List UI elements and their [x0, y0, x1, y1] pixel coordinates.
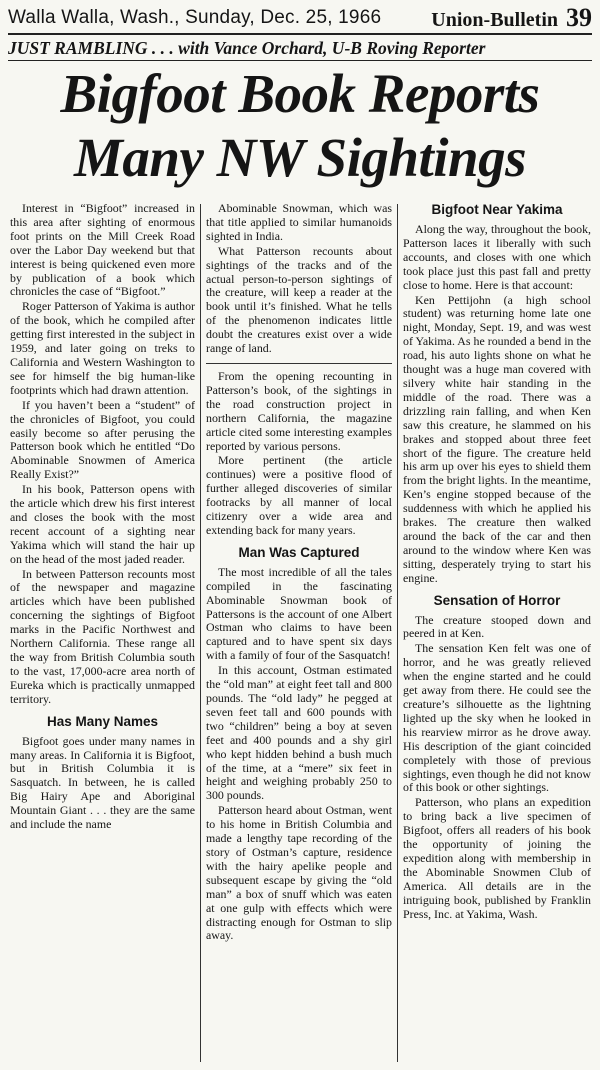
paper-title-group: [431, 3, 592, 33]
paragraph: The sensation Ken felt was one of horror, and he was greatly relieved when the engine started and he could get away from there. He could see the creature’s silhouette as the lightning lighted up the sky when he looked in his rearview mirror as he drove away. His description of the giant coincided completely with those of previous sightings, even though he did not know of this book or other sightings.: [403, 641, 591, 795]
headline-line-2: Many NW Sightings: [73, 127, 527, 188]
subheading: Has Many Names: [46, 713, 159, 729]
paragraph: Bigfoot goes under many names in many areas. In California it is Bigfoot, but in British Columbia it is Sasquatch. In between, he is called Big Hairy Ape and Aboriginal Mountain Giant . . . they are the same and include the name: [10, 733, 195, 832]
article-column-1: [10, 202, 195, 1064]
headline: [8, 62, 592, 190]
paragraph: Patterson, who plans an expedition to bring back a live specimen of Bigfoot, offers all readers of his book the opportunity of joining the expedition along with membership in the Abominable Snowmen Club of America. All details are in the intriguing book, published by Franklin Press, Inc. at Yakima, Wash.: [403, 795, 591, 921]
subheading: Sensation of Horror: [433, 592, 561, 608]
column-rule: [397, 204, 398, 1062]
paragraph: In this account, Ostman estimated the “old man” at eight feet tall and 800 pounds. The “old lady” he pegged at seven feet tall and 600 pounds with two “children” being a boy at seven feet and 400 pounds and a shy girl who kept hidden behind a bush much of the time, at a “mere” six feet in height and weighing probably 250 to 300 pounds.: [206, 663, 392, 803]
paragraph: The most incredible of all the tales compiled in the fascinating Abominable Snowman book of Pattersons is the account of one Albert Ostman who claims to have been captured and to have spent six days with a family of four of the Sasquatch!: [206, 564, 392, 663]
paragraph: From the opening recounting in Patterson’s book, of the sightings in the road construction project in northern California, the magazine article cited some interesting examples reported by various persons.: [206, 368, 392, 453]
paragraph: More pertinent (the article continues) were a positive flood of further alleged discoveries of similar footracks by all manner of local citizenry over a wide area and extending back for many years.: [206, 453, 392, 537]
paragraph: Patterson heard about Ostman, went to his home in British Columbia and made a lengthy tape recording of the story of Ostman’s capture, residence with the hairy apelike people and subsequent escape by giving the “old man” a box of snuff which was eaten at one gulp with effects which were distracting enough for Ostman to slip away.: [206, 803, 392, 943]
paragraph: The creature stooped down and peered in at Ken.: [403, 612, 591, 641]
page-number: 39: [566, 3, 592, 32]
paragraph: In between Patterson recounts most of the newspaper and magazine articles which have been published concerning the sightings of Bigfoot marks in the Pacific Northwest and Northern California. These range all the way from British Columbia south to the vast, 17,000-acre area north of Eureka which is practically unmapped territory.: [10, 566, 195, 706]
paragraph: In his book, Patterson opens with the article which drew his first interest and closes the book with the most recent account of a sighting near Yakima which will stand the hair up on the head of the most jaded reader.: [10, 482, 195, 566]
column-heading: JUST RAMBLING . . . with Vance Orchard, U-B Roving Reporter: [8, 36, 592, 61]
paragraph: Abominable Snowman, which was that title applied to similar humanoids sighted in India.: [206, 202, 392, 243]
subheading: Man Was Captured: [238, 544, 360, 560]
section-divider: [206, 363, 392, 364]
paragraph: If you haven’t been a “student” of the chronicles of Bigfoot, you could easily become so after perusing the Patterson book which he entitled “Do Abominable Snowmen of America Really Exist?”: [10, 397, 195, 482]
paragraph: What Patterson recounts about sightings of the tracks and of the actual person-to-person sightings of the creature, will keep a reader at the book until it’s finished. What he tells of the phenomenon indicates little doubt the creatures exist over a wide range of land.: [206, 243, 392, 356]
masthead: [8, 3, 592, 35]
headline-line-1: Bigfoot Book Reports: [60, 63, 540, 124]
paragraph: Interest in “Bigfoot” increased in this area after sighting of enormous foot prints on the Mill Creek Road over the Labor Day weekend but that interest is being quickened even more by publication of a book which chronicles the case of “Bigfoot.”: [10, 202, 195, 299]
paragraph: Roger Patterson of Yakima is author of the book, which he compiled after getting first interested in the subject in 1959, and later going on treks to California and Western Washington to see for himself the big human-like footprints which had drawn attention.: [10, 299, 195, 397]
paragraph: Along the way, throughout the book, Patterson laces it liberally with such accounts, and closes with one which took place just this past fall and pretty close to home. Here is that account:: [403, 222, 591, 292]
article-column-2: [206, 202, 392, 1064]
column-rule: [200, 204, 201, 1062]
newspaper-name: Union-Bulletin: [431, 9, 558, 31]
paragraph: Ken Pettijohn (a high school student) was returning home late one night, Monday, Sept. 19, and was west of Yakima. As he rounded a bend in the road, his auto lights shone on what he thought was a huge man covered with silvery white hair standing in the middle of the road. There was a drizzling rain falling, and when Ken saw this creature, he slammed on his brakes and stopped about three feet short of the figure. The creature held his arm up over his eyes to shield them from the bright lights. In the meantime, Ken’s engine stopped because of the suddenness with which he applied his brakes. The creature then walked around the back of the car and then around to the window where Ken was sitting, desperately trying to start his engine.: [403, 292, 591, 585]
article-column-3: [403, 202, 591, 1064]
subheading: Bigfoot Near Yakima: [431, 202, 563, 217]
dateline: Walla Walla, Wash., Sunday, Dec. 25, 1966: [8, 7, 382, 28]
